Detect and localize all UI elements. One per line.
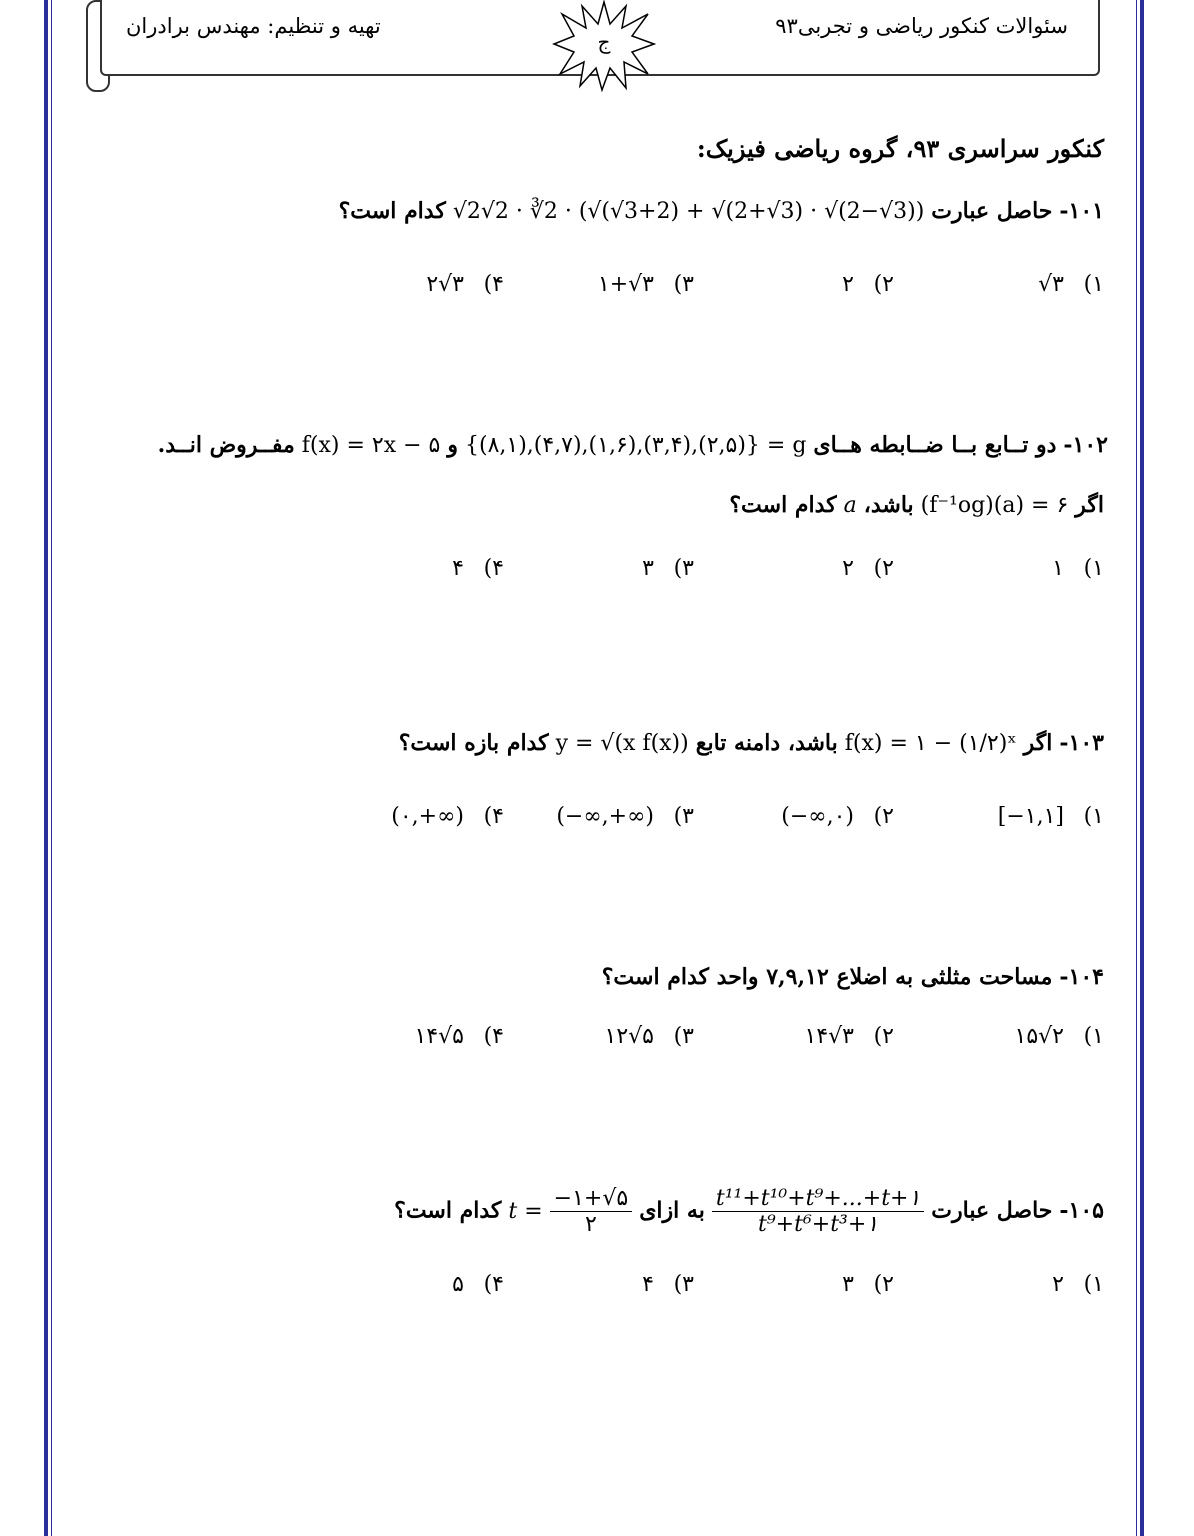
question-104 — [602, 964, 1104, 990]
options-102 — [344, 556, 1104, 590]
fraction-denominator: t⁹+t⁶+t³+۱ — [758, 1212, 879, 1237]
option-1[interactable]: ۱)۱۵√۲ — [1014, 1024, 1104, 1049]
page-border-left-inner — [51, 0, 52, 1536]
question-math: (f⁻¹og)(a) = ۶ — [920, 493, 1069, 518]
t-value-fraction — [550, 1186, 633, 1237]
question-101 — [339, 198, 1104, 224]
section-title: کنکور سراسری ۹۳، گروه ریاضی فیزیک: — [696, 134, 1104, 163]
option-4[interactable]: ۴)۲√۳ — [426, 272, 504, 297]
option-2[interactable]: ۲)(−∞,۰) — [781, 804, 894, 829]
question-text-mid: به ازای — [639, 1197, 705, 1224]
question-text-end: کدام است؟ — [338, 198, 446, 224]
question-103 — [399, 730, 1104, 756]
question-var: a — [843, 493, 857, 518]
question-text: حاصل عبارت — [931, 1197, 1053, 1224]
question-text-end: کدام است؟ — [729, 492, 837, 518]
option-3[interactable]: ۳)۴ — [642, 1272, 694, 1297]
option-1[interactable]: ۱)۲ — [1052, 1272, 1104, 1297]
option-3[interactable]: ۳)۳ — [642, 556, 694, 581]
header-title: سئوالات کنکور ریاضی و تجربی۹۳ — [775, 14, 1068, 38]
t-variable: t = — [508, 1198, 543, 1224]
question-text: اگر — [1075, 492, 1104, 518]
option-3[interactable]: ۳)(−∞,+∞) — [556, 804, 694, 829]
option-2[interactable]: ۲)۳ — [842, 1272, 894, 1297]
question-105 — [394, 1186, 1104, 1237]
options-103 — [344, 804, 1104, 838]
question-number: ۱۰۱- — [1059, 198, 1104, 224]
question-text-end: مفــروض انــد. — [157, 432, 295, 458]
option-3[interactable]: ۳)۱+√۳ — [597, 272, 694, 297]
question-text-mid: باشد، دامنه تابع — [695, 730, 838, 756]
question-text-mid: و — [447, 432, 458, 458]
option-1[interactable]: ۱)۱ — [1052, 556, 1104, 581]
question-text-end: کدام است؟ — [394, 1197, 502, 1224]
question-math: {(۸,۱),(۴,۷),(۱,۶),(۳,۴),(۲,۵)} = g — [464, 433, 807, 458]
page-border-right-inner — [1136, 0, 1137, 1536]
option-2[interactable]: ۲)۲ — [842, 272, 894, 297]
option-3[interactable]: ۳)۱۲√۵ — [604, 1024, 694, 1049]
question-number: ۱۰۴- — [1059, 964, 1104, 990]
option-4[interactable]: ۴)(۰,+∞) — [391, 804, 504, 829]
option-2[interactable]: ۲)۲ — [842, 556, 894, 581]
options-104 — [344, 1024, 1104, 1058]
option-2[interactable]: ۲)۱۴√۳ — [804, 1024, 894, 1049]
question-number: ۱۰۳- — [1059, 730, 1104, 756]
question-fraction — [712, 1186, 924, 1237]
fraction-numerator: t¹¹+t¹⁰+t⁹+...+t+۱ — [712, 1186, 924, 1212]
page-border-right — [1140, 0, 1144, 1536]
question-math: f(x) = ۱ − (۱/۲)ˣ — [844, 731, 1017, 756]
question-102 — [158, 432, 1108, 458]
question-math-2: f(x) = ۲x − ۵ — [301, 433, 441, 458]
question-text: دو تــابع بــا ضــابطه هــای — [813, 432, 1057, 458]
question-number: ۱۰۲- — [1063, 432, 1108, 458]
options-105 — [344, 1272, 1104, 1306]
option-1[interactable]: ۱)√۳ — [1038, 272, 1104, 297]
option-4[interactable]: ۴)۴ — [452, 556, 504, 581]
question-text: اگر — [1023, 730, 1053, 756]
option-4[interactable]: ۴)۵ — [452, 1272, 504, 1297]
question-text: حاصل عبارت — [931, 198, 1053, 224]
badge-letter: ج — [597, 30, 611, 54]
fraction-denominator: ۲ — [585, 1212, 597, 1237]
question-102-line2 — [729, 492, 1104, 518]
question-text: مساحت مثلثی به اضلاع ۷,۹,۱۲ واحد کدام است؟ — [601, 964, 1053, 990]
question-number: ۱۰۵- — [1059, 1197, 1104, 1224]
fraction-numerator: −۱+√۵ — [550, 1186, 633, 1212]
header-author: تهیه و تنظیم: مهندس برادران — [126, 14, 381, 38]
question-text-mid: باشد، — [863, 492, 914, 518]
option-1[interactable]: ۱)[−۱,۱] — [997, 804, 1104, 829]
option-4[interactable]: ۴)۱۴√۵ — [414, 1024, 504, 1049]
question-math-2: y = √(x f(x)) — [555, 731, 689, 756]
question-math: √2√2 · ∛2 · (√(√3+2) + √(2+√3) · √(2−√3)) — [452, 199, 925, 224]
page-border-left — [44, 0, 48, 1536]
options-101 — [344, 272, 1104, 306]
question-text-end: کدام بازه است؟ — [398, 730, 549, 756]
